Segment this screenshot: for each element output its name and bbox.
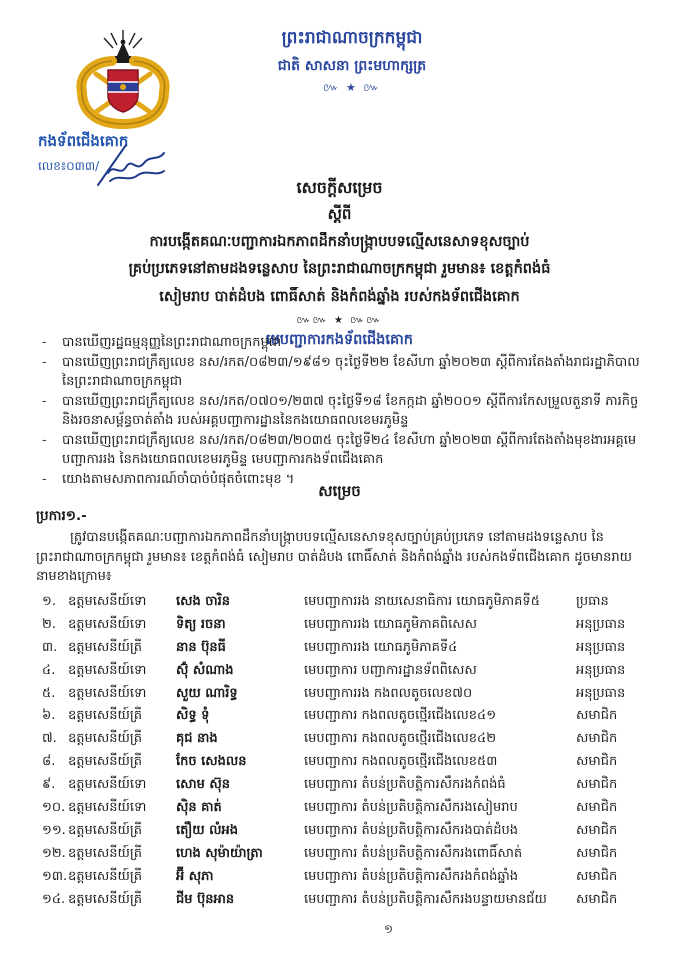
- subject-lines: [0, 232, 679, 309]
- member-position: មេបញ្ជាការរង យោធភូមិភាគទី៤: [304, 639, 458, 655]
- member-number: ១៣.: [42, 868, 68, 884]
- clause-dash: -: [42, 354, 47, 370]
- number-value: ០៣៣/: [66, 158, 100, 173]
- member-role: សមាជិក: [576, 708, 618, 724]
- member-position: មេបញ្ជាការ តំបន់ប្រតិបត្តិការសឹករងបាត់ដំបង: [304, 822, 519, 838]
- member-row: [42, 591, 658, 614]
- member-role: អនុប្រធាន: [576, 662, 626, 678]
- preamble-clause: [42, 431, 652, 470]
- member-name: ជីម ប៊ុនអាន: [176, 891, 235, 907]
- member-position: មេបញ្ជាការ តំបន់ប្រតិបត្តិការសឹករងពោធិ៍សាត់: [304, 845, 523, 861]
- member-role: សមាជិក: [576, 754, 618, 770]
- member-number: ៤.: [42, 662, 56, 678]
- clause-text: បានឃើញព្រះរាជក្រឹត្យលេខ នស/រកត/០៧០១/២៣៧ ចុះថ្ងៃទី១៨ ខែកក្កដា ឆ្នាំ២០០១ ស្តីពីការកែសម្រួលតួនាទី ភារកិច្ច និងរចនាសម្ព័ន្ធចាត់តាំង របស់អគ្គបញ្ជាការដ្ឋាននៃកងយោធពលខេមរភូមិន្ទ: [62, 393, 639, 428]
- subject-line: ការបង្កើតគណៈបញ្ជាការឯកភាពដឹកនាំបង្ក្រាបបទល្មើសនេសាទខុសច្បាប់: [149, 233, 530, 250]
- member-rank: ឧត្តមសេនីយ៍ត្រី: [68, 708, 143, 724]
- member-row: [42, 637, 658, 660]
- member-row: [42, 614, 658, 637]
- member-number: ១១.: [42, 822, 66, 838]
- member-row: [42, 889, 658, 912]
- member-name: សោម ស៊ុន: [176, 777, 231, 793]
- member-position: មេបញ្ជាការរង កងពលតូចលេខ៧០: [304, 685, 473, 701]
- title-ornament: ៚៚ ★ ៚៚: [296, 314, 383, 326]
- member-rank: ឧត្តមសេនីយ៍ត្រី: [68, 754, 143, 770]
- member-role: អនុប្រធាន: [576, 639, 626, 655]
- member-number: ២.: [42, 616, 56, 632]
- subject-line: គ្រប់ប្រភេទនៅតាមដងទន្លេសាប នៃព្រះរាជាណាចក្រកម្ពុជា រួមមាន៖ ខេត្តកំពង់ធំ: [128, 261, 551, 278]
- member-number: ៣.: [42, 639, 58, 655]
- member-role: សមាជិក: [576, 845, 618, 861]
- kingdom-motto: ជាតិ សាសនា ព្រះមហាក្សត្រ: [277, 57, 427, 74]
- member-role: អនុប្រធាន: [576, 616, 626, 632]
- member-role: សមាជិក: [576, 891, 618, 907]
- member-role: សមាជិក: [576, 822, 618, 838]
- member-row: [42, 705, 658, 728]
- member-name: ស៊ិន គាត់: [176, 800, 222, 816]
- member-rank: ឧត្តមសេនីយ៍ទោ: [68, 616, 147, 632]
- preamble-clause: [42, 333, 652, 353]
- member-position: មេបញ្ជាការ តំបន់ប្រតិបត្តិការសឹករងកំពង់ឆ្នាំង: [304, 868, 519, 884]
- member-number: ១០.: [42, 800, 66, 816]
- member-position: មេបញ្ជាការ កងពលតូចថ្មើរជើងលេខ៥៣: [304, 754, 498, 770]
- member-row: [42, 728, 658, 751]
- clause-dash: -: [42, 432, 47, 448]
- unit-stamp: [38, 130, 128, 175]
- article-1-body: ត្រូវបានបង្កើតគណៈបញ្ជាការឯកភាពដឹកនាំបង្ក្រាបបទល្មើសនេសាទខុសច្បាប់គ្រប់ប្រភេទ នៅតាមដងទន្លេសាប នៃព្រះរាជាណាចក្រកម្ពុជា រួមមាន៖ ខេត្តកំពង់ធំ សៀមរាប បាត់ដំបង ពោធិ៍សាត់ និងកំពង់ឆ្នាំង របស់កងទ័ពជើងគោក ដូចមានរាយនាមខាងក្រោម៖: [36, 530, 632, 585]
- member-name: សិទ្ធ ទុំ: [176, 708, 210, 724]
- member-number: ៩.: [42, 777, 56, 793]
- member-position: មេបញ្ជាការ តំបន់ប្រតិបត្តិការសឹករងកំពង់ធំ: [304, 777, 506, 793]
- document-number-line: [38, 157, 128, 175]
- member-number: ១.: [42, 594, 56, 609]
- subject-line: សៀមរាប បាត់ដំបង ពោធិ៍សាត់ និងកំពង់ឆ្នាំង របស់កងទ័ពជើងគោក: [159, 289, 520, 305]
- member-role: សមាជិក: [576, 800, 618, 816]
- member-rank: ឧត្តមសេនីយ៍ត្រី: [68, 868, 143, 884]
- member-number: ១២.: [42, 845, 66, 861]
- member-number: ៦.: [42, 708, 56, 724]
- member-position: មេបញ្ជាការ កងពលតូចថ្មើរជើងលេខ៤១: [304, 708, 497, 724]
- member-row: [42, 866, 658, 889]
- header-ornament: ៚ ★ ៚: [322, 80, 381, 94]
- member-name: នាន ប៊ុនធី: [176, 639, 226, 655]
- member-rank: ឧត្តមសេនីយ៍ត្រី: [68, 731, 143, 747]
- member-name: កែច សេងលន: [176, 754, 247, 770]
- member-position: មេបញ្ជាការរង នាយសេនាធិការ យោធភូមិភាគទី៥: [304, 594, 540, 609]
- decision-heading: សម្រេច: [318, 482, 361, 500]
- member-name: សេង ចារិន: [176, 594, 231, 609]
- clause-text: យោងតាមសភាពការណ៍ចាំបាច់បំផុតចំពោះមុខ ។: [62, 471, 295, 487]
- crest-shield: [108, 70, 138, 112]
- member-position: មេបញ្ជាការ តំបន់ប្រតិបត្តិការសឹករងសៀមរាប: [304, 800, 518, 816]
- preamble-list: [42, 333, 652, 489]
- clause-dash: -: [42, 471, 47, 487]
- page-number: ១: [384, 922, 394, 936]
- article-1: [36, 506, 648, 587]
- article-1-label: ប្រការ១.-: [36, 508, 87, 524]
- number-label: លេខ៖: [38, 158, 67, 173]
- member-position: មេបញ្ជាការ តំបន់ប្រតិបត្តិការសឹករងបន្ទាយមានជ័យ: [304, 891, 547, 907]
- member-role: អនុប្រធាន: [576, 685, 626, 701]
- kingdom-header: [222, 26, 482, 96]
- subject-label: ស្តីពី: [327, 205, 352, 223]
- preamble-clause: [42, 392, 652, 431]
- issuer-title: មេបញ្ជាការកងទ័ពជើងគោក: [266, 331, 413, 348]
- clause-text: បានឃើញរដ្ឋធម្មនុញ្ញនៃព្រះរាជាណាចក្រកម្ពុជា: [62, 335, 282, 350]
- member-rank: ឧត្តមសេនីយ៍ត្រី: [68, 845, 143, 861]
- member-rank: ឧត្តមសេនីយ៍ត្រី: [68, 822, 143, 838]
- royal-army-crest: [60, 30, 186, 138]
- member-row: [42, 843, 658, 866]
- member-row: [42, 820, 658, 843]
- member-role: សមាជិក: [576, 777, 618, 793]
- crest-graphic: [60, 30, 186, 138]
- kingdom-title: ព្រះរាជាណាចក្រកម្ពុជា: [281, 28, 423, 48]
- member-name: តឿយ លំអង: [176, 822, 239, 838]
- title-block: [0, 176, 679, 352]
- member-row: [42, 774, 658, 797]
- member-row: [42, 797, 658, 820]
- member-rank: ឧត្តមសេនីយ៍ទោ: [68, 685, 147, 701]
- member-row: [42, 751, 658, 774]
- member-rank: ឧត្តមសេនីយ៍ទោ: [68, 800, 147, 816]
- member-name: សួយ ណារិទ្ធ: [176, 685, 238, 701]
- member-rank: ឧត្តមសេនីយ៍ត្រី: [68, 639, 143, 655]
- member-name: អ៊ី សុភា: [176, 868, 214, 884]
- member-position: មេបញ្ជាការ បញ្ជាការដ្ឋានទ័ពពិសេស: [304, 662, 477, 678]
- member-role: ប្រធាន: [576, 594, 609, 609]
- member-role: សមាជិក: [576, 868, 618, 884]
- member-rank: ឧត្តមសេនីយ៍ត្រី: [68, 891, 143, 907]
- member-number: ៧.: [42, 731, 57, 747]
- document-type: សេចក្តីសម្រេច: [296, 178, 383, 197]
- member-rank: ឧត្តមសេនីយ៍ទោ: [68, 777, 147, 793]
- member-number: ៨.: [42, 754, 56, 770]
- member-position: មេបញ្ជាការ កងពលតូចថ្មើរជើងលេខ៤២: [304, 731, 497, 747]
- member-number: ១៤.: [42, 891, 66, 907]
- clause-dash: -: [42, 393, 47, 409]
- member-rank: ឧត្តមសេនីយ៍ទោ: [68, 594, 147, 609]
- member-number: ៥.: [42, 685, 56, 701]
- member-name: គុជ នាង: [176, 731, 218, 747]
- clause-dash: -: [42, 335, 47, 350]
- unit-name: កងទ័ពជើងគោក: [38, 132, 129, 150]
- member-row: [42, 660, 658, 683]
- clause-text: បានឃើញព្រះរាជក្រឹត្យលេខ នស/រកត/០៨២៣/១៩៨១ ចុះថ្ងៃទី២២ ខែសីហា ឆ្នាំ២០២៣ ស្តីពីការតែងតាំងរាជរដ្ឋាភិបាលនៃព្រះរាជាណាចក្រកម្ពុជា: [62, 354, 640, 389]
- member-role: សមាជិក: [576, 731, 618, 747]
- committee-members-list: [42, 591, 658, 911]
- member-name: ស៊ុំ សំណាង: [176, 662, 234, 678]
- member-position: មេបញ្ជាការរង យោធភូមិភាគពិសេស: [304, 616, 478, 632]
- member-row: [42, 683, 658, 706]
- clause-text: បានឃើញព្រះរាជក្រឹត្យលេខ នស/រកត/០៨២៣/២០៣៥ ចុះថ្ងៃទី២៤ ខែសីហា ឆ្នាំ២០២៣ ស្តីពីការតែងតាំងមុខងារអគ្គមេបញ្ជាការរង នៃកងយោធពលខេមរភូមិន្ទ មេបញ្ជាការកងទ័ពជើងគោក: [62, 432, 637, 467]
- preamble-clause: [42, 353, 652, 392]
- member-rank: ឧត្តមសេនីយ៍ទោ: [68, 662, 147, 678]
- member-name: ហេង សុម៉ាយ៉ាត្រា: [176, 845, 263, 861]
- member-name: ទិត្យ រចនា: [176, 616, 226, 632]
